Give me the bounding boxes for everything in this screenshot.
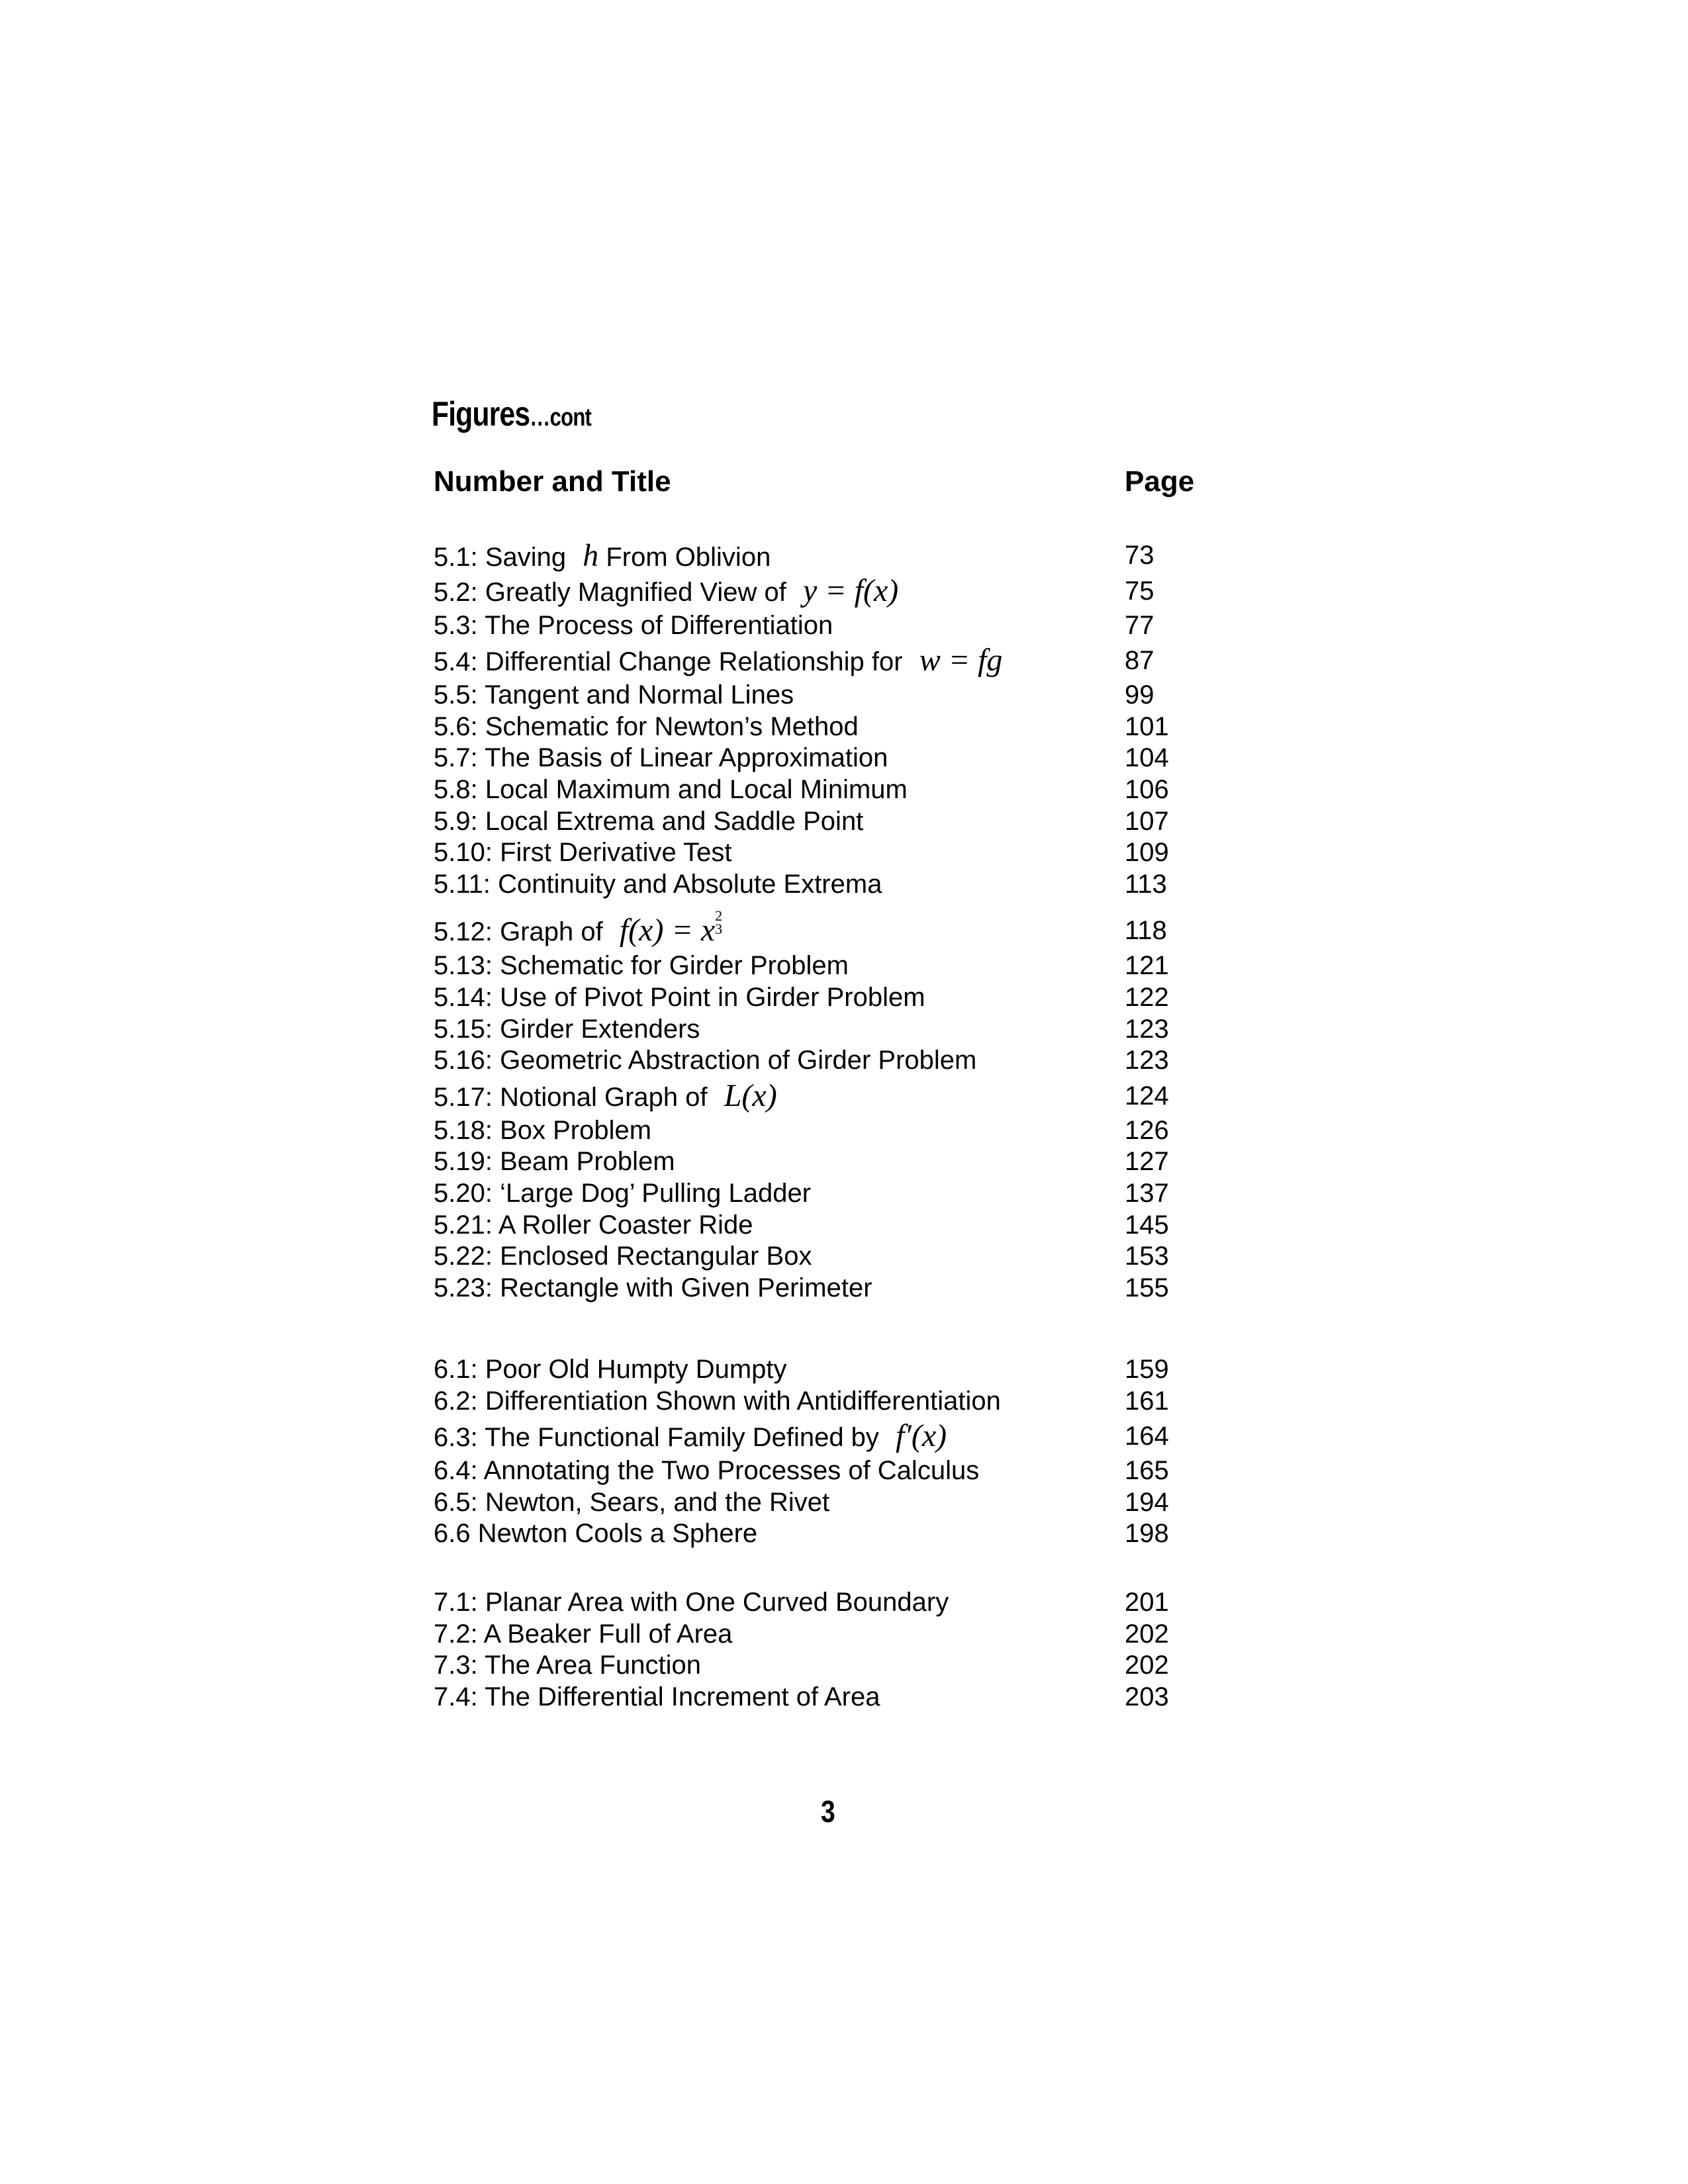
toc-title: 5.22: Enclosed Rectangular Box bbox=[434, 1242, 812, 1271]
toc-row bbox=[434, 1045, 1201, 1077]
toc-title: 5.13: Schematic for Girder Problem bbox=[434, 951, 849, 981]
toc-title: 5.14: Use of Pivot Point in Girder Problem bbox=[434, 982, 925, 1012]
toc-title: 5.16: Geometric Abstraction of Girder Problem bbox=[434, 1046, 977, 1075]
toc-page: 75 bbox=[1125, 576, 1154, 606]
toc-page: 77 bbox=[1125, 610, 1154, 640]
toc-row bbox=[434, 1619, 1201, 1651]
column-header-page: Page bbox=[1125, 465, 1195, 498]
toc-row bbox=[434, 1273, 1201, 1304]
toc-title: 5.9: Local Extrema and Saddle Point bbox=[434, 806, 864, 836]
toc-row bbox=[434, 1417, 1201, 1455]
toc-row bbox=[434, 610, 1201, 642]
toc-title: 5.2: Greatly Magnified View of y = f(x) bbox=[434, 572, 899, 608]
toc-page: 126 bbox=[1125, 1115, 1169, 1145]
toc-row bbox=[434, 774, 1201, 806]
toc-page: 122 bbox=[1125, 982, 1169, 1012]
toc-row bbox=[434, 641, 1201, 680]
toc-page: 101 bbox=[1125, 711, 1169, 741]
toc-page: 107 bbox=[1125, 806, 1169, 836]
toc-title: 5.21: A Roller Coaster Ride bbox=[434, 1210, 753, 1240]
toc-page: 118 bbox=[1125, 916, 1167, 946]
toc-row bbox=[434, 950, 1201, 982]
toc-row bbox=[434, 1210, 1201, 1242]
toc-page: 109 bbox=[1125, 838, 1169, 868]
toc-row bbox=[434, 1455, 1201, 1487]
toc-title: 5.18: Box Problem bbox=[434, 1115, 652, 1145]
toc-page: 165 bbox=[1125, 1456, 1169, 1486]
toc-row bbox=[434, 572, 1201, 610]
toc-row bbox=[434, 1386, 1201, 1418]
toc-page: 87 bbox=[1125, 646, 1154, 676]
toc-row bbox=[434, 711, 1201, 743]
toc-page: 164 bbox=[1125, 1422, 1169, 1451]
toc-page: 137 bbox=[1125, 1178, 1169, 1208]
toc-title: 5.12: Graph of f(x) = x $^{2 3}$ bbox=[434, 907, 723, 948]
toc-row bbox=[434, 1241, 1201, 1273]
toc-row bbox=[434, 1518, 1201, 1550]
heading-main: Figures bbox=[432, 395, 530, 433]
heading-suffix: …cont bbox=[530, 404, 592, 432]
toc-title: 5.17: Notional Graph of L(x) bbox=[434, 1077, 777, 1113]
toc-title: 6.2: Differentiation Shown with Antidifferentiation bbox=[434, 1386, 1001, 1416]
column-header-title: Number and Title bbox=[434, 465, 671, 498]
toc-row bbox=[434, 900, 1201, 950]
toc-row bbox=[434, 680, 1201, 711]
toc-row bbox=[434, 1146, 1201, 1178]
toc-page: 194 bbox=[1125, 1487, 1169, 1517]
toc-title: 6.4: Annotating the Two Processes of Calculus bbox=[434, 1456, 980, 1486]
toc-title: 6.3: The Functional Family Defined by f′(x) bbox=[434, 1418, 947, 1454]
toc-page: 121 bbox=[1125, 951, 1169, 981]
toc-row bbox=[434, 1682, 1201, 1713]
toc-group-chapter-5 bbox=[434, 540, 1201, 1304]
toc-page: 99 bbox=[1125, 680, 1154, 710]
toc-page: 201 bbox=[1125, 1588, 1169, 1617]
toc-title: 5.23: Rectangle with Given Perimeter bbox=[434, 1273, 872, 1302]
toc-page: 153 bbox=[1125, 1242, 1169, 1271]
toc-page: 202 bbox=[1125, 1619, 1169, 1649]
toc-page: 124 bbox=[1125, 1081, 1169, 1111]
math-expression: f′(x) bbox=[896, 1418, 947, 1454]
toc-title: 7.1: Planar Area with One Curved Boundary bbox=[434, 1588, 949, 1617]
toc-title: 5.6: Schematic for Newton’s Method bbox=[434, 711, 859, 741]
toc-row bbox=[434, 1077, 1201, 1115]
toc-page: 198 bbox=[1125, 1519, 1169, 1549]
toc-title: 7.3: The Area Function bbox=[434, 1651, 701, 1680]
toc-title: 5.8: Local Maximum and Local Minimum bbox=[434, 774, 908, 804]
toc-title: 5.7: The Basis of Linear Approximation bbox=[434, 743, 888, 773]
toc-row bbox=[434, 540, 1201, 572]
toc-row bbox=[434, 1014, 1201, 1046]
toc-row bbox=[434, 1115, 1201, 1147]
toc-page: 73 bbox=[1125, 541, 1154, 570]
toc-title: 5.5: Tangent and Normal Lines bbox=[434, 680, 794, 710]
toc-row bbox=[434, 1178, 1201, 1210]
math-expression: h bbox=[583, 538, 599, 573]
math-expression: w = fg bbox=[919, 643, 1003, 678]
toc-title: 6.5: Newton, Sears, and the Rivet bbox=[434, 1487, 830, 1517]
toc-title: 5.15: Girder Extenders bbox=[434, 1014, 700, 1044]
toc-group-chapter-7 bbox=[434, 1587, 1201, 1713]
page-heading bbox=[432, 394, 591, 434]
toc-row bbox=[434, 806, 1201, 838]
toc-page: 159 bbox=[1125, 1355, 1169, 1384]
toc-page: 155 bbox=[1125, 1273, 1169, 1302]
toc-page: 127 bbox=[1125, 1147, 1169, 1177]
toc-title: 5.19: Beam Problem bbox=[434, 1147, 675, 1177]
toc-title: 7.2: A Beaker Full of Area bbox=[434, 1619, 733, 1649]
toc-title: 5.10: First Derivative Test bbox=[434, 838, 732, 868]
toc-title: 5.4: Differential Change Relationship for w = fg bbox=[434, 643, 1003, 678]
page-number: 3 bbox=[821, 1794, 835, 1829]
toc-page: 161 bbox=[1125, 1386, 1169, 1416]
toc-page: 106 bbox=[1125, 774, 1169, 804]
math-expression: y = f(x) bbox=[802, 572, 899, 608]
toc-row bbox=[434, 1487, 1201, 1519]
toc-row bbox=[434, 743, 1201, 774]
toc-title: 6.6 Newton Cools a Sphere bbox=[434, 1519, 758, 1549]
toc-title: 6.1: Poor Old Humpty Dumpty bbox=[434, 1355, 787, 1384]
toc-row bbox=[434, 1587, 1201, 1619]
toc-page: 123 bbox=[1125, 1046, 1169, 1075]
toc-page: 145 bbox=[1125, 1210, 1169, 1240]
toc-page: 104 bbox=[1125, 743, 1169, 773]
math-expression: L(x) bbox=[724, 1077, 777, 1113]
toc-row bbox=[434, 1354, 1201, 1386]
toc-row bbox=[434, 837, 1201, 869]
toc-title: 5.1: Saving h From Oblivion bbox=[434, 538, 771, 573]
toc-page: 123 bbox=[1125, 1014, 1169, 1044]
toc-title: 5.3: The Process of Differentiation bbox=[434, 610, 833, 640]
toc-page: 203 bbox=[1125, 1682, 1169, 1711]
toc-title: 7.4: The Differential Increment of Area bbox=[434, 1682, 880, 1711]
toc-row bbox=[434, 982, 1201, 1014]
toc-group-chapter-6 bbox=[434, 1354, 1201, 1550]
math-expression: f(x) = x $^{2 3}$ bbox=[619, 907, 723, 948]
toc-row bbox=[434, 1650, 1201, 1682]
toc-title: 5.11: Continuity and Absolute Extrema bbox=[434, 869, 882, 899]
toc-page: 202 bbox=[1125, 1651, 1169, 1680]
toc-title: 5.20: ‘Large Dog’ Pulling Ladder bbox=[434, 1178, 812, 1208]
toc-page: 113 bbox=[1125, 869, 1167, 899]
toc-row bbox=[434, 869, 1201, 901]
